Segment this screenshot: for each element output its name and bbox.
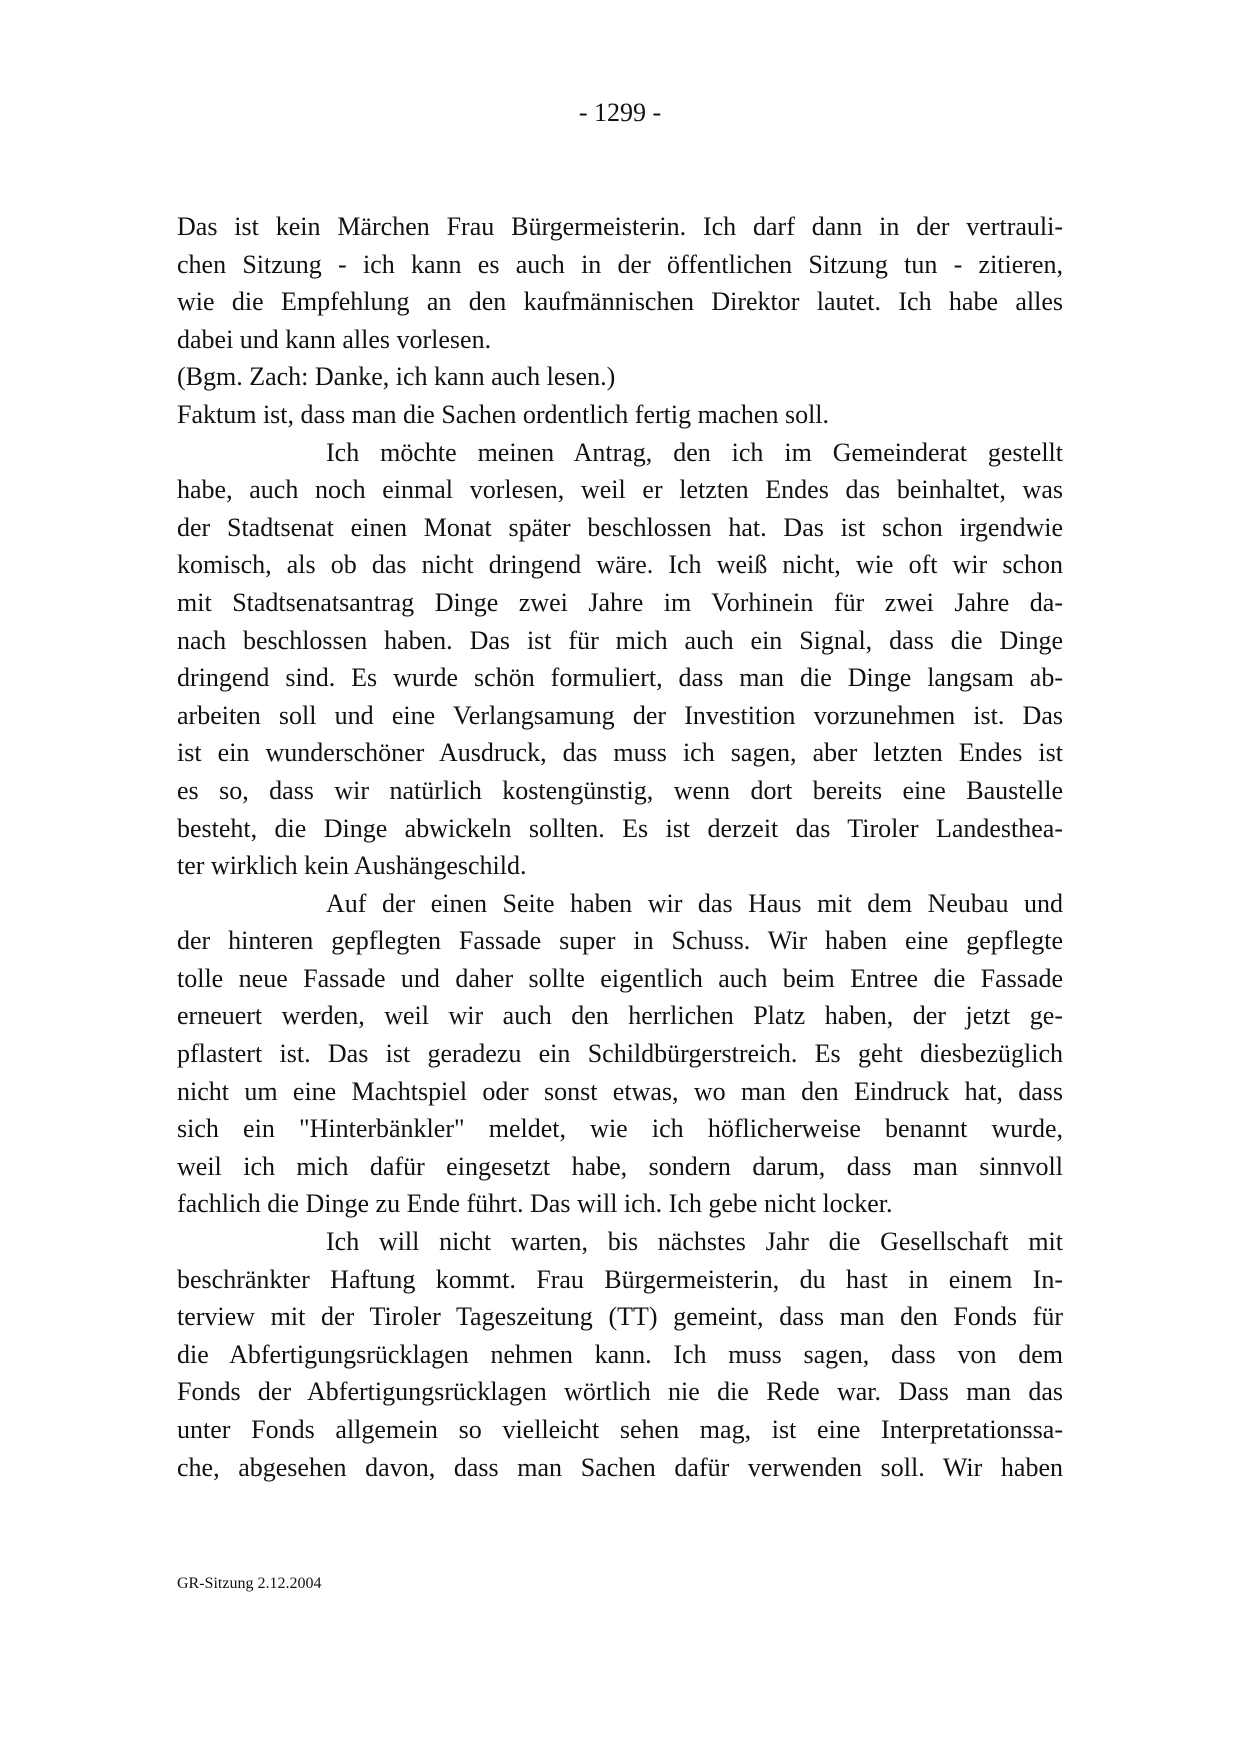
text-line: Ich will nicht warten, bis nächstes Jahr die Gesellschaft mit: [326, 1227, 1063, 1257]
text-line: (Bgm. Zach: Danke, ich kann auch lesen.): [177, 362, 616, 392]
text-line: mit Stadtsenatsantrag Dinge zwei Jahre im Vorhinein für zwei Jahre da-: [177, 587, 1063, 617]
text-line: terview mit der Tiroler Tageszeitung (TT) gemeint, dass man den Fonds für: [177, 1302, 1063, 1332]
text-line: Ich möchte meinen Antrag, den ich im Gemeinderat gestellt: [326, 437, 1063, 467]
text-line: pflastert ist. Das ist geradezu ein Schildbürgerstreich. Es geht diesbezüglich: [177, 1039, 1063, 1069]
text-line: sich ein "Hinterbänkler" meldet, wie ich höflicherweise benannt wurde,: [177, 1114, 1063, 1144]
text-line: nach beschlossen haben. Das ist für mich auch ein Signal, dass die Dinge: [177, 625, 1063, 655]
text-line: Fonds der Abfertigungsrücklagen wörtlich nie die Rede war. Dass man das: [177, 1377, 1063, 1407]
text-line: tolle neue Fassade und daher sollte eigentlich auch beim Entree die Fassade: [177, 963, 1063, 993]
text-line: habe, auch noch einmal vorlesen, weil er letzten Endes das beinhaltet, was: [177, 475, 1063, 505]
text-line: Auf der einen Seite haben wir das Haus mit dem Neubau und: [326, 888, 1063, 918]
text-line: ter wirklich kein Aushängeschild.: [177, 851, 527, 881]
text-line: es so, dass wir natürlich kostengünstig, wenn dort bereits eine Baustelle: [177, 775, 1063, 805]
page-number: - 1299 -: [578, 98, 662, 127]
footer-session-date: GR-Sitzung 2.12.2004: [177, 1575, 322, 1592]
text-line: unter Fonds allgemein so vielleicht sehen mag, ist eine Interpretationssa-: [177, 1415, 1063, 1444]
text-line: der hinteren gepflegten Fassade super in Schuss. Wir haben eine gepflegte: [177, 926, 1063, 956]
text-line: nicht um eine Machtspiel oder sonst etwas, wo man den Eindruck hat, dass: [177, 1076, 1063, 1106]
paragraph: [177, 358, 1063, 396]
text-line: Faktum ist, dass man die Sachen ordentlich fertig machen soll.: [177, 399, 830, 429]
text-line: ist ein wunderschöner Ausdruck, das muss ich sagen, aber letzten Endes ist: [177, 738, 1063, 768]
paragraph: [177, 208, 1063, 358]
text-line: der Stadtsenat einen Monat später beschlossen hat. Das ist schon irgendwie: [177, 512, 1063, 542]
text-line: wie die Empfehlung an den kaufmännischen Direktor lautet. Ich habe alles: [177, 287, 1063, 317]
text-line: fachlich die Dinge zu Ende führt. Das will ich. Ich gebe nicht locker.: [177, 1189, 893, 1219]
paragraph: [177, 885, 1063, 1223]
text-line: die Abfertigungsrücklagen nehmen kann. Ich muss sagen, dass von dem: [177, 1339, 1063, 1369]
text-line: chen Sitzung - ich kann es auch in der öffentlichen Sitzung tun - zitieren,: [177, 249, 1063, 279]
text-line: dabei und kann alles vorlesen.: [177, 324, 492, 354]
text-line: erneuert werden, weil wir auch den herrlichen Platz haben, der jetzt ge-: [177, 1001, 1063, 1031]
text-line: weil ich mich dafür eingesetzt habe, sondern darum, dass man sinnvoll: [177, 1151, 1063, 1181]
text-line: besteht, die Dinge abwickeln sollten. Es ist derzeit das Tiroler Landesthea-: [177, 813, 1063, 843]
text-line: dringend sind. Es wurde schön formuliert, dass man die Dinge langsam ab-: [177, 663, 1063, 693]
paragraph: [177, 396, 1063, 434]
paragraph: [177, 434, 1063, 885]
text-line: arbeiten soll und eine Verlangsamung der Investition vorzunehmen ist. Das: [177, 700, 1063, 730]
text-line: komisch, als ob das nicht dringend wäre. Ich weiß nicht, wie oft wir schon: [177, 550, 1063, 580]
paragraph: [177, 1223, 1063, 1486]
text-line: beschränkter Haftung kommt. Frau Bürgermeisterin, du hast in einem In-: [177, 1264, 1063, 1294]
text-line: Das ist kein Märchen Frau Bürgermeisterin. Ich darf dann in der vertrauli-: [177, 212, 1063, 241]
text-line: che, abgesehen davon, dass man Sachen dafür verwenden soll. Wir haben: [177, 1452, 1063, 1482]
body-text: [177, 208, 1063, 1486]
